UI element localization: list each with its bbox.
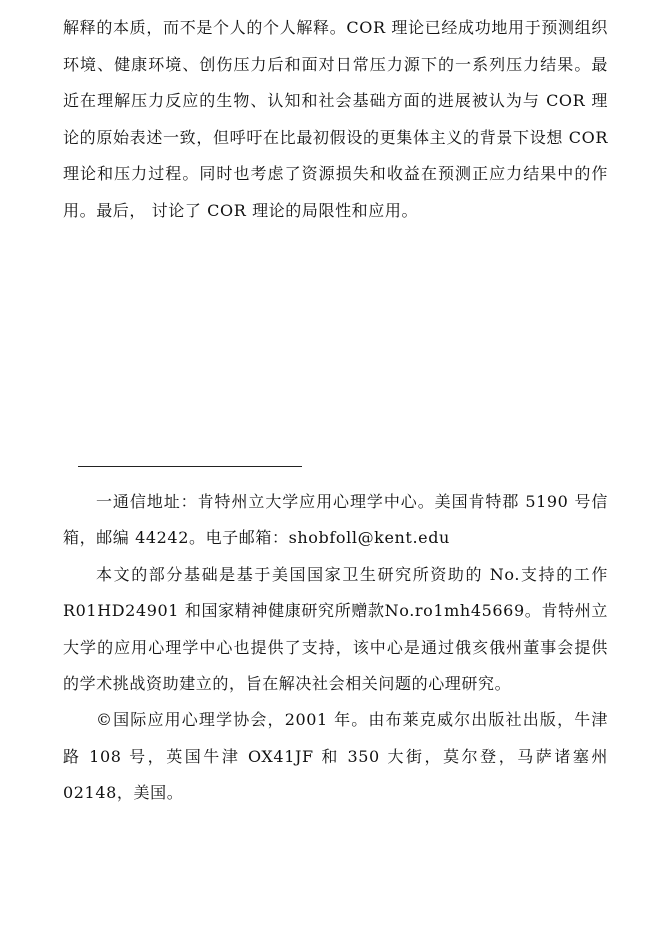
footnote-funding: 本文的部分基础是基于美国国家卫生研究所资助的 No.支持的工作 R01HD24901 和国家精神健康研究所赠款No.ro1mh45669。肯特州立大学的应用心理学中心也提供了支持，该中心是通过俄亥俄州董事会提供的学术挑战资助建立的，旨在解决社会相关问题的心理研究。	[63, 564, 608, 694]
footnote-correspondence: 一通信地址：肯特州立大学应用心理学中心。美国肯特郡 5190 号信箱，邮编 44242。电子邮箱：shobfoll@kent.edu	[63, 492, 608, 548]
body-paragraph: 解释的本质，而不是个人的个人解释。COR 理论已经成功地用于预测组织环境、健康环境、创伤压力后和面对日常压力源下的一系列压力结果。最近在理解压力反应的生物、认知和社会基础方面的进展被认为与 COR 理论的原始表述一致，但呼吁在比最初假设的更集体主义的背景下设想 COR 理论和压力过程。同时也考虑了资源损失和收益在预测正应力结果中的作用。最后， 讨论了 COR 理论的局限性和应用。	[63, 18, 608, 220]
footnotes	[63, 484, 608, 812]
footnote-copyright: ©国际应用心理学协会，2001 年。由布莱克威尔出版社出版，牛津路 108 号，英国牛津 OX41JF 和 350 大街，莫尔登，马萨诸塞州 02148，美国。	[63, 710, 608, 803]
footnote-divider	[78, 466, 302, 467]
